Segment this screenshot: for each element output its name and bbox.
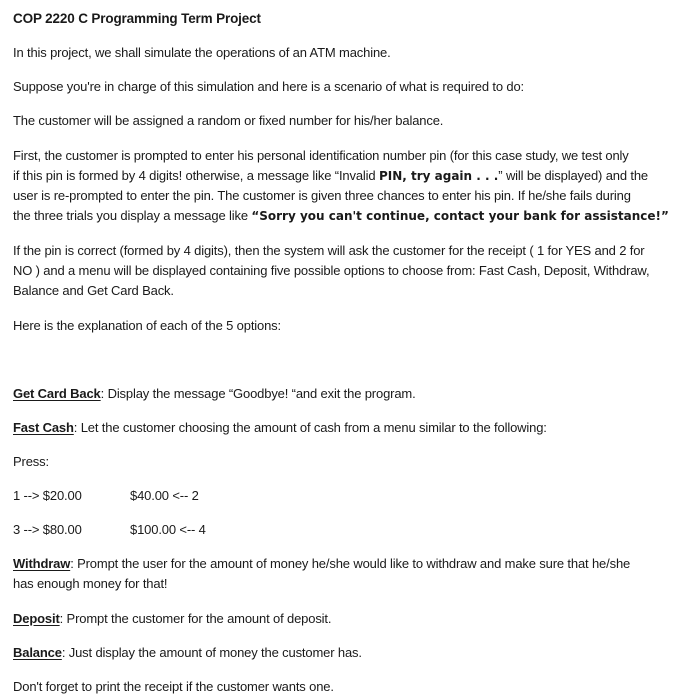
balance-note: The customer will be assigned a random or fixed number for his/her balance. [13, 113, 444, 128]
menu-row-1 [13, 487, 313, 504]
pin-text-a: if this pin is formed by 4 digits! otherwise, a message like “Invalid [13, 168, 379, 183]
deposit-text: : Prompt the customer for the amount of deposit. [59, 611, 332, 626]
pin-paragraph-line-1: First, the customer is prompted to enter his personal identification number pin (for this case study, we test only [13, 148, 629, 163]
pin-paragraph-line-3: user is re-prompted to enter the pin. The customer is given three chances to enter his pin. If he/she fails during [13, 188, 631, 203]
explanation-intro: Here is the explanation of each of the 5 options: [13, 318, 281, 333]
pin-paragraph-line-2 [13, 167, 648, 185]
get-card-back-item [13, 385, 416, 402]
withdraw-line-2: has enough money for that! [13, 576, 168, 591]
closing-text: Don't forget to print the receipt if the customer wants one. [13, 679, 334, 694]
pin-text-d: the three trials you display a message like [13, 208, 252, 223]
document-page [13, 0, 681, 700]
receipt-paragraph-line-1: If the pin is correct (formed by 4 digits), then the system will ask the customer for the receipt ( 1 for YES and 2 for [13, 243, 645, 258]
balance-heading: Balance [13, 645, 62, 660]
fast-cash-item [13, 419, 547, 436]
withdraw-heading: Withdraw [13, 556, 71, 571]
menu-option-1: 1 --> $20.00 [13, 488, 82, 503]
receipt-paragraph-line-2: NO ) and a menu will be displayed containing five possible options to choose from: Fast Cash, Deposit, Withdraw, [13, 263, 650, 278]
withdraw-text: : Prompt the user for the amount of money he/she would like to withdraw and make sure that he/she [70, 556, 631, 571]
withdraw-item [13, 555, 630, 572]
fast-cash-text: : Let the customer choosing the amount of cash from a menu similar to the following: [73, 420, 547, 435]
sorry-message: “Sorry you can't continue, contact your bank for assistance!” [251, 209, 669, 223]
get-card-back-heading: Get Card Back [13, 386, 101, 401]
menu-option-2: $40.00 <-- 2 [130, 488, 199, 503]
menu-option-4: $100.00 <-- 4 [130, 522, 206, 537]
get-card-back-text: : Display the message “Goodbye! “and exit the program. [100, 386, 416, 401]
intro-text: In this project, we shall simulate the operations of an ATM machine. [13, 45, 391, 60]
press-label: Press: [13, 454, 49, 469]
balance-item [13, 644, 362, 661]
deposit-heading: Deposit [13, 611, 60, 626]
fast-cash-heading: Fast Cash [13, 420, 74, 435]
deposit-item [13, 610, 331, 627]
invalid-pin-message: PIN, try again . . . [378, 169, 499, 183]
menu-row-2 [13, 521, 313, 538]
receipt-paragraph-line-3: Balance and Get Card Back. [13, 283, 174, 298]
document-title: COP 2220 C Programming Term Project [13, 11, 261, 26]
balance-text: : Just display the amount of money the customer has. [61, 645, 362, 660]
pin-paragraph-line-4 [13, 207, 669, 225]
pin-text-c: ” will be displayed) and the [498, 168, 649, 183]
scenario-text: Suppose you're in charge of this simulation and here is a scenario of what is required to do: [13, 79, 525, 94]
menu-option-3: 3 --> $80.00 [13, 522, 82, 537]
